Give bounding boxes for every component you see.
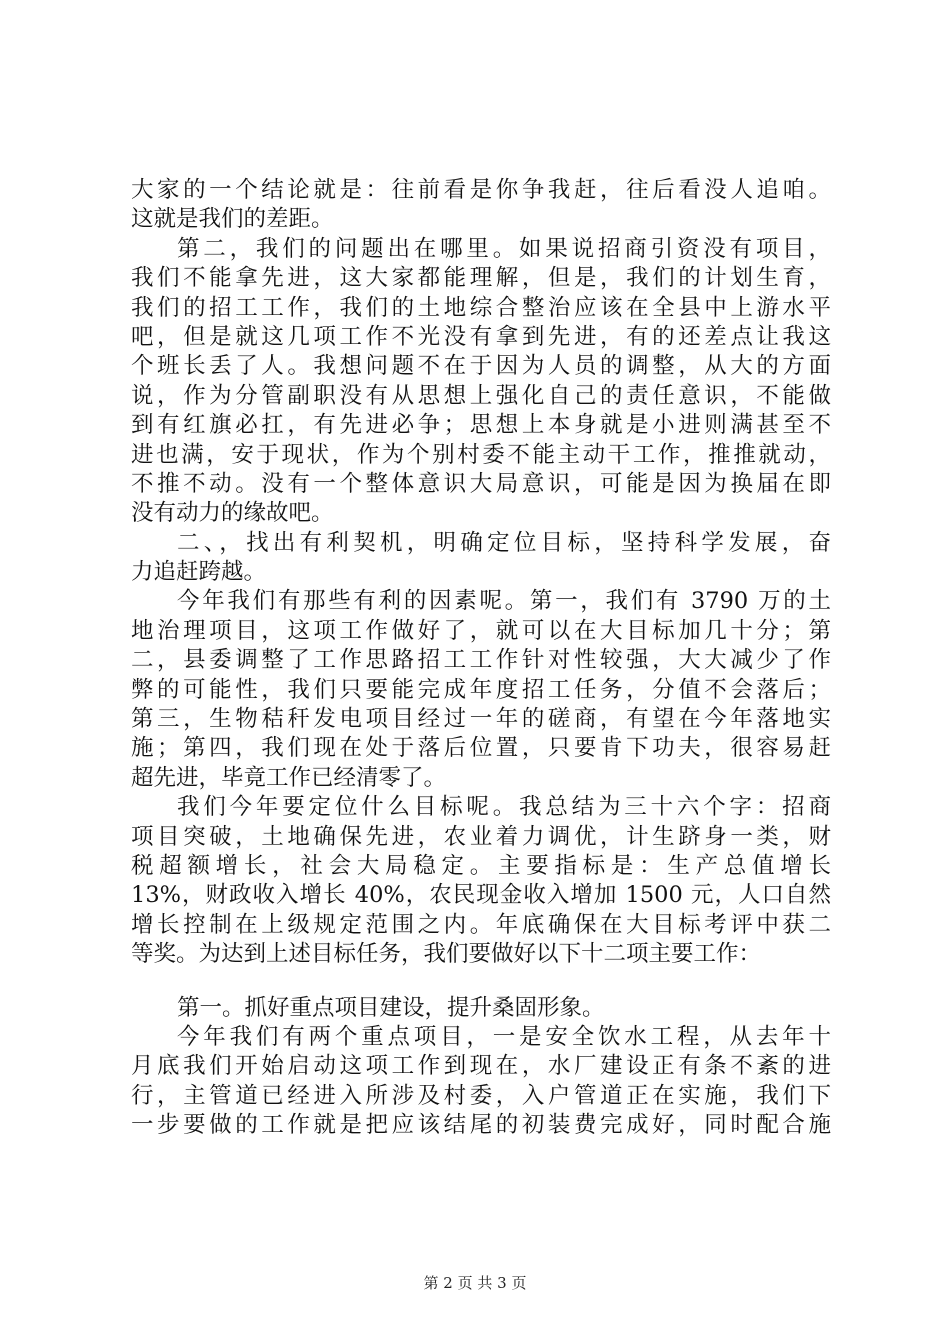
text-line: 大家的一个结论就是：往前看是你争我赶，往后看没人追咱。 — [131, 177, 831, 203]
text-line: 进也满，安于现状，作为个别村委不能主动干工作，推推就动， — [131, 441, 831, 468]
text-line: 我们今年要定位什么目标呢。我总结为三十六个字：招商 — [177, 794, 831, 821]
text-line: 行，主管道已经进入所涉及村委，入户管道正在实施，我们下 — [131, 1082, 831, 1109]
text-line: 今年我们有那些有利的因素呢。第一，我们有 3790 万的土 — [177, 588, 831, 615]
text-line: 一步要做的工作就是把应该结尾的初装费完成好，同时配合施 — [131, 1112, 831, 1139]
text-line: 施；第四，我们现在处于落后位置，只要肯下功夫，很容易赶 — [131, 735, 831, 762]
text-line: 这就是我们的差距。 — [131, 206, 334, 233]
text-line: 项目突破，土地确保先进，农业着力调优，计生跻身一类，财 — [131, 823, 831, 850]
text-line: 二、，找出有利契机，明确定位目标，坚持科学发展，奋 — [177, 529, 831, 556]
text-line: 13%，财政收入增长 40%，农民现金收入增加 1500 元，人口自然 — [131, 882, 831, 909]
text-line: 个班长丢了人。我想问题不在于因为人员的调整，从大的方面 — [131, 353, 831, 380]
text-line: 力追赶跨越。 — [131, 559, 267, 586]
text-line: 说，作为分管副职没有从思想上强化自己的责任意识，不能做 — [131, 382, 831, 409]
text-line: 到有红旗必扛，有先进必争；思想上本身就是小进则满甚至不 — [131, 412, 831, 439]
text-line: 今年我们有两个重点项目，一是安全饮水工程，从去年十 — [177, 1023, 831, 1050]
text-line: 第三，生物秸秆发电项目经过一年的磋商，有望在今年落地实 — [131, 706, 831, 733]
text-line: 弊的可能性，我们只要能完成年度招工任务，分值不会落后； — [131, 676, 831, 703]
text-line: 没有动力的缘故吧。 — [131, 500, 334, 527]
text-line: 税超额增长，社会大局稳定。主要指标是：生产总值增长 — [131, 852, 831, 879]
text-line: 不推不动。没有一个整体意识大局意识，可能是因为换届在即 — [131, 470, 831, 497]
text-line: 第二，我们的问题出在哪里。如果说招商引资没有项目， — [177, 235, 831, 262]
text-line: 月底我们开始启动这项工作到现在，水厂建设正有条不紊的进 — [131, 1053, 831, 1080]
text-line: 超先进，毕竟工作已经清零了。 — [131, 764, 447, 791]
paragraph-gap — [131, 970, 831, 994]
text-line: 二，县委调整了工作思路招工工作针对性较强，大大减少了作 — [131, 647, 831, 674]
text-line: 我们不能拿先进，这大家都能理解，但是，我们的计划生育， — [131, 265, 831, 292]
text-line: 第一。抓好重点项目建设，提升桑固形象。 — [177, 994, 605, 1021]
text-line: 等奖。为达到上述目标任务，我们要做好以下十二项主要工作： — [131, 941, 762, 968]
text-line: 我们的招工工作，我们的土地综合整治应该在全县中上游水平 — [131, 294, 831, 321]
text-line: 地治理项目，这项工作做好了，就可以在大目标加几十分；第 — [131, 617, 831, 644]
document-body — [131, 176, 831, 1141]
text-line: 吧，但是就这几项工作不光没有拿到先进，有的还差点让我这 — [131, 323, 831, 350]
text-line: 增长控制在上级规定范围之内。年底确保在大目标考评中获二 — [131, 911, 831, 938]
page-footer: 第 2 页 共 3 页 — [423, 1274, 527, 1292]
